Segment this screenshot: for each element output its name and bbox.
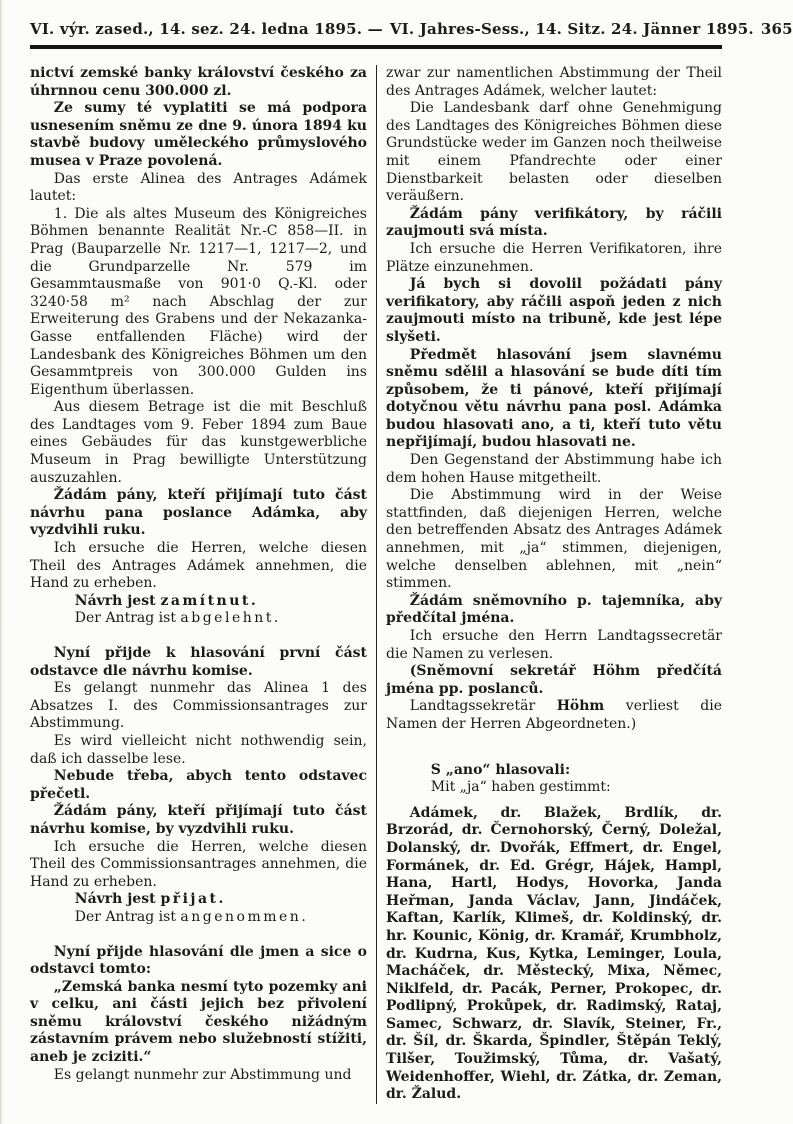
paragraph-cs: Žádám pány verifikátory, by ráčili zaujmouti svá místa. xyxy=(386,205,722,240)
header-session-czech: VI. výr. zased., 14. sez. 24. ledna 1895. — xyxy=(30,20,383,38)
vote-result-accepted-de: Der Antrag ist angenommen. xyxy=(74,908,309,925)
paragraph-de: Es gelangt nunmehr das Alinea 1 des Absatzes I. des Commissionsantrages zur Abstimmung. xyxy=(30,680,367,732)
secretary-note-cs: (Sněmovní sekretář Höhm předčítá jména pp. poslanců. xyxy=(386,663,722,697)
paragraph-de: Das erste Alinea des Antrages Adámek lautet: xyxy=(30,170,367,205)
paragraph-cs: Žádám pány, kteří přijímají tuto část návrhu komise, by vyzdvihli ruku. xyxy=(30,803,367,837)
paragraph-cs: Nyní přijde hlasování dle jmen a sice o odstavci tomto: xyxy=(30,943,367,978)
quoted-clause-cs: „Zemská banka nesmí tyto pozemky ani v celku, ani části jejich bez přivolení sněmu království českého nižádným zástavním právem nebo služebností stížiti, aneb je zciziti.“ xyxy=(30,978,367,1066)
paragraph-de: Ich ersuche die Herren, welche diesen Theil des Antrages Adámek annehmen, die Hand zu erheben. xyxy=(30,540,367,592)
paragraph-cs: Žádám sněmovního p. tajemníka, aby předčítal jména. xyxy=(386,592,722,627)
page-number: 365 xyxy=(760,20,793,38)
right-column xyxy=(376,65,722,1104)
paragraph-de: zwar zur namentlichen Abstimmung der Theil des Antrages Adámek, welcher lautet: xyxy=(386,65,722,99)
text-columns xyxy=(30,65,722,1104)
paragraph-de: Ich ersuche die Herren, welche diesen Theil des Commissionsantrages annehmen, die Hand zu erheben. xyxy=(30,838,367,890)
paragraph-de: Ich ersuche die Herren Verifikatoren, ihre Plätze einzunehmen. xyxy=(386,240,722,275)
header-rule xyxy=(30,45,722,49)
paragraph-de: Es gelangt nunmehr zur Abstimmung und xyxy=(53,1066,352,1083)
paragraph-de: 1. Die als altes Museum des Königreiches Böhmen benannte Realität Nr.-C 858—II. in Prag (Bauparzelle Nr. 1217—1, 1217—2, und die Grundparzelle Nr. 579 im Gesammtausmaße von 901·0 Q.-Kl. oder 3240·58 m² nach Abschlag der zur Erweiterung des Grabens und der Nekazanka-Gasse entfallenden Fläche) wird der Landesbank des Königreiches Böhmen um den Gesammtpreis von 300.000 Gulden ins Eigenthum überlassen. xyxy=(30,205,367,398)
yes-voters-heading-cs: S „ano“ hlasovali: xyxy=(430,761,571,778)
page-header xyxy=(30,20,793,38)
secretary-name: Höhm xyxy=(556,698,605,715)
paragraph-cs: Žádám pány, kteří přijímají tuto část návrhu pana poslance Adámka, aby vyzdvihli ruku. xyxy=(30,487,367,539)
vote-result-rejected-cs: Návrh jest zamítnut. xyxy=(74,592,259,609)
paragraph-cs: Já bych si dovolil požádati pány verifikatory, aby ráčili aspoň jeden z nich zaujmouti místo na tribuně, kde jest lépe slyšeti. xyxy=(386,276,722,345)
paragraph-de: Den Gegenstand der Abstimmung habe ich dem hohen Hause mitgetheilt. xyxy=(386,452,722,486)
secretary-note-de: Landtagssekretär Höhm verliest die Namen der Herren Abgeordneten.) xyxy=(386,698,722,732)
yes-voters-list: Adámek, dr. Blažek, Brdlík, dr. Brzorád, dr. Černohorský, Černý, Doležal, Dolanský, dr. Dvořák, Effmert, dr. Engel, Formánek, dr. Ed. Grégr, Hájek, Hampl, Hana, Hartl, Hodys, Hovorka, Janda Heřman, Janda Václav, Jann, Jindáček, Kaftan, Karlík, Klimeš, dr. Koldinský, dr. hr. Kounic, König, dr. Kramář, Krumbholz, dr. Kudrna, Kus, Kytka, Leminger, Loula, Macháček, dr. Městecký, Mixa, Němec, Niklfeld, dr. Pacák, Perner, Prokopec, dr. Podlipný, Prokůpek, dr. Radimský, Rataj, Samec, Schwarz, dr. Slavík, Steiner, Fr., dr. Šíl, dr. Škarda, Špindler, Štěpán Teklý, Tilšer, Toužimský, Tůma, dr. Vašatý, Weidenhoffer, Wiehl, dr. Zátka, dr. Zeman, dr. Žalud. xyxy=(386,804,722,1103)
paragraph-cs: Ze sumy té vyplatiti se má podpora usnesením sněmu ze dne 9. února 1894 ku stavbě budovy uměleckého průmyslového musea v Praze povolená. xyxy=(30,100,367,169)
paragraph-de: Die Landesbank darf ohne Genehmigung des Landtages des Königreiches Böhmen diese Grundstücke weder im Ganzen noch theilweise mit einem Pfandrechte oder einer Dienstbarkeit belasten oder dieselben veräußern. xyxy=(386,100,722,205)
paragraph-cs: nictví zemské banky království českého za úhrnnou cenu 300.000 zl. xyxy=(30,65,367,99)
paragraph-de: Die Abstimmung wird in der Weise stattfinden, daß diejenigen Herren, welche den betreffenden Absatz des Antrages Adámek annehmen, mit „ja“ stimmen, diejenigen, welche denselben ablehnen, mit „nein“ stimmen. xyxy=(386,487,722,592)
left-column xyxy=(30,65,376,1104)
secretary-name: Höhm xyxy=(592,663,641,680)
vote-result-accepted-cs: Návrh jest přijat. xyxy=(74,891,226,908)
paragraph-cs: Nyní přijde k hlasování první část odstavce dle návrhu komise. xyxy=(30,645,367,679)
yes-voters-heading-de: Mit „ja“ haben gestimmt: xyxy=(430,779,611,796)
vote-result-rejected-de: Der Antrag ist abgelehnt. xyxy=(74,610,281,627)
header-session-german: VI. Jahres-Sess., 14. Sitz. 24. Jänner 1895. xyxy=(389,20,754,38)
paragraph-de: Aus diesem Betrage ist die mit Beschluß des Landtages vom 9. Feber 1894 zum Baue eines Gebäudes für das kunstgewerbliche Museum in Prag bewilligte Unterstützung auszuzahlen. xyxy=(30,399,367,486)
paragraph-cs: Předmět hlasování jsem slavnému sněmu sdělil a hlasování se bude díti tím způsobem, že ti pánové, kteří přijímají dotyčnou větu návrhu pana posl. Adámka budou hlasovati ano, a ti, kteří tuto větu nepřijímají, budou hlasovati ne. xyxy=(386,346,722,451)
paragraph-de: Ich ersuche den Herrn Landtagssecretär die Namen zu verlesen. xyxy=(386,628,722,662)
paragraph-de: Es wird vielleicht nicht nothwendig sein, daß ich dasselbe lese. xyxy=(30,732,367,767)
paragraph-cs: Nebude třeba, abych tento odstavec přečetl. xyxy=(30,768,367,802)
